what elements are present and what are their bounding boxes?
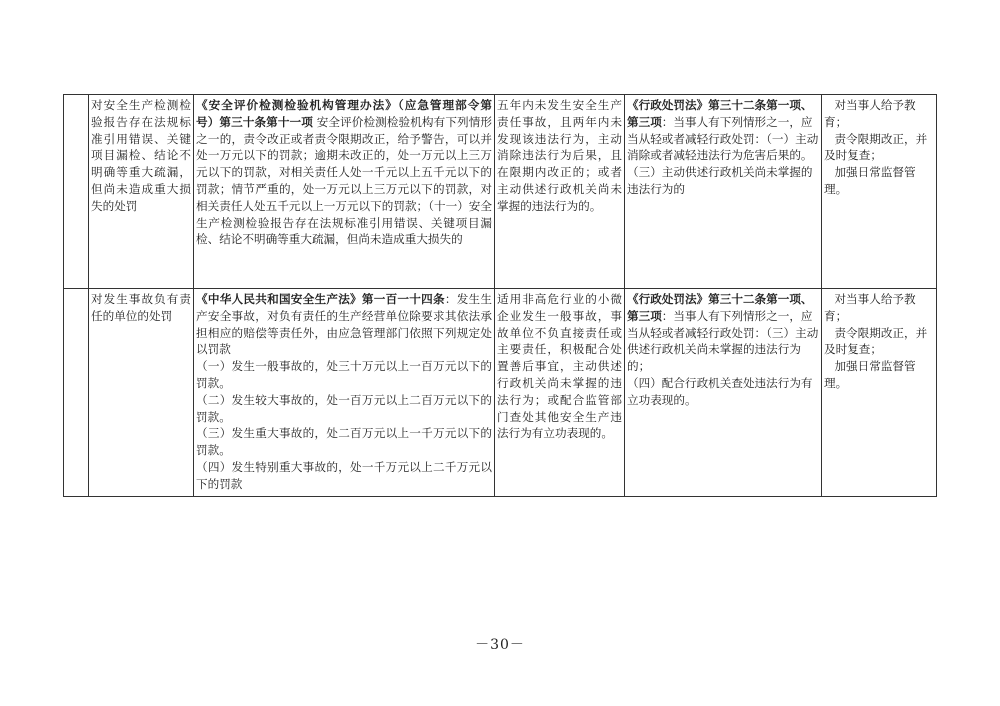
- legal-basis-cell: [194, 289, 495, 497]
- legal-basis-title: 《安全评价检测检验机构管理办法》（应急管理部令第 号）第三十条第十一项: [196, 98, 492, 129]
- legal-basis-text: ：发生生产安全事故，对负有责任的生产经营单位除要求其依法承担相应的赔偿等责任外，由应急管理部门依照下列规定处以罚款: [196, 292, 492, 357]
- measures-cell: [822, 95, 937, 289]
- measure-item: 对当事人给予教育；: [824, 98, 916, 129]
- measures-cell: [822, 289, 937, 497]
- measure-item: 对当事人给予教育；: [824, 292, 916, 323]
- legal-basis-item: （二）发生较大事故的，处一百万元以上二百万元以下的罚款。: [196, 392, 492, 424]
- row-index-cell: [64, 289, 89, 497]
- standard-line: ：当事人有下列情形之一，应当从轻或者减轻行政处罚：（三）主动供述行政机关尚未掌握的违法行为的；: [627, 308, 819, 374]
- measure-item: 责令限期改正，并及时复查；: [824, 131, 928, 163]
- legal-basis-cell: [194, 95, 495, 289]
- legal-basis-item: （四）发生特别重大事故的，处一千万元以上二千万元以下的罚款: [196, 459, 492, 491]
- applicable-condition-cell: 五年内未发生安全生产责任事故，且两年内未发现该违法行为，主动消除违法行为后果，且在限期内改正的；或者主动供述行政机关尚未掌握的违法行为的。: [495, 95, 625, 289]
- row-index-cell: [64, 95, 89, 289]
- violation-item-cell: 对发生事故负有责任的单位的处罚: [89, 289, 194, 497]
- measure-item: 责令限期改正，并及时复查；: [824, 325, 928, 357]
- measure-item: 加强日常监督管理。: [824, 359, 916, 390]
- discretion-standard-cell: [625, 95, 822, 289]
- page-number: －30－: [475, 637, 525, 653]
- standard-title: 《行政处罚法》第三十二条第一项、第三项: [627, 292, 813, 323]
- standard-line: （三）主动供述行政机关尚未掌握的违法行为的: [627, 165, 813, 196]
- legal-basis-title: 《中华人民共和国安全生产法》第一百一十四条: [196, 292, 445, 306]
- table-row: [64, 95, 937, 289]
- penalty-table: [63, 94, 937, 497]
- table-row: [64, 289, 937, 497]
- legal-basis-text: 安全评价检测检验机构有下列情形之一的，责令改正或者责令限期改正，给予警告，可以并处一万元以下的罚款；逾期未改正的，处一万元以上三万元以下的罚款，对相关责任人处一千元以上五千元以下的罚款；情节严重的，处一万元以上三万元以下的罚款，对相关责任人处五千元以上一万元以下的罚款；（十一）安全生产检测检验报告存在法规标准引用错误、关键项目漏检、结论不明确等重大疏漏，但尚未造成重大损失的: [196, 114, 492, 247]
- applicable-condition-cell: 适用非高危行业的小微企业发生一般事故，事故单位不负直接责任或主要责任，积极配合处置善后事宜，主动供述行政机关尚未掌握的违法行为；或配合监管部门查处其他安全生产违法行为有立功表现的。: [495, 289, 625, 497]
- legal-basis-item: （一）发生一般事故的，处三十万元以上一百万元以下的罚款。: [196, 359, 492, 390]
- standard-line: ：当事人有下列情形之一，应当从轻或者减轻行政处罚：（一）主动消除或者减轻违法行为危害后果的。: [627, 114, 819, 163]
- standard-title: 《行政处罚法》第三十二条第一项、第三项: [627, 98, 813, 129]
- violation-item-cell: 对安全生产检测检验报告存在法规标准引用错误、关键项目漏检、结论不明确等重大疏漏，但尚未造成重大损失的处罚: [89, 95, 194, 289]
- measure-item: 加强日常监督管理。: [824, 165, 916, 196]
- legal-basis-item: （三）发生重大事故的，处二百万元以上一千万元以下的罚款。: [196, 426, 492, 458]
- standard-line: （四）配合行政机关查处违法行为有立功表现的。: [627, 375, 813, 407]
- discretion-standard-cell: [625, 289, 822, 497]
